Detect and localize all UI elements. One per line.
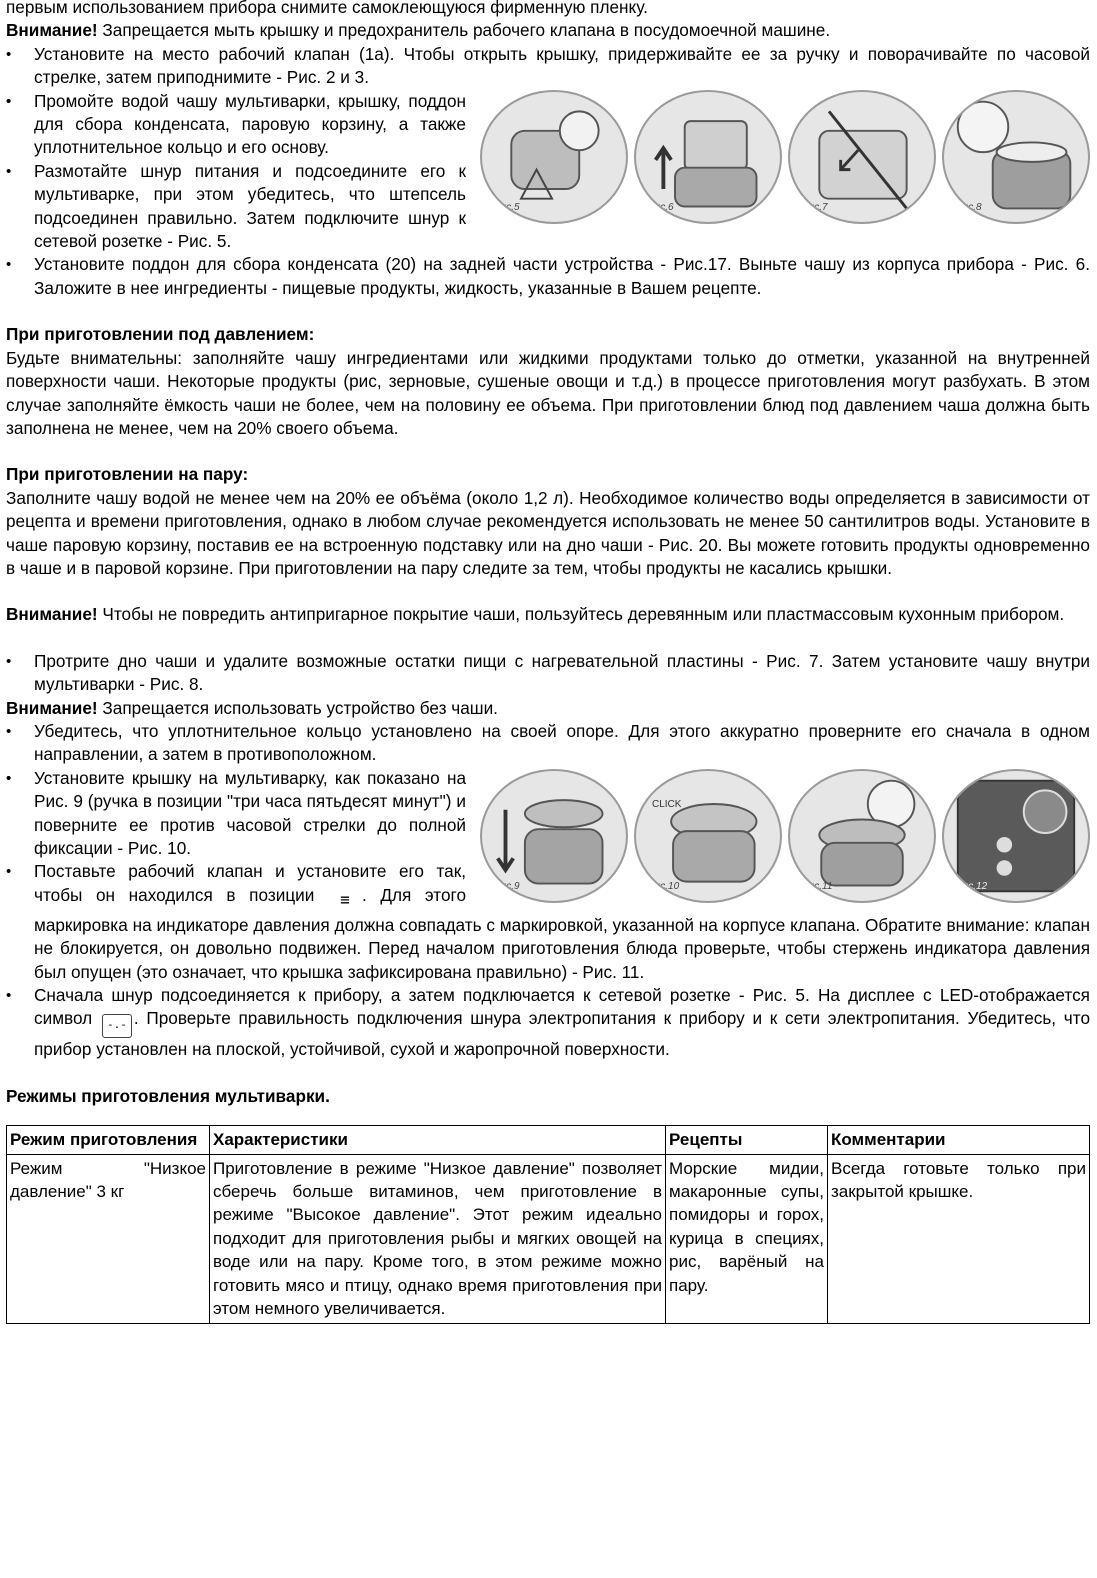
warning-label: Внимание! bbox=[6, 20, 98, 41]
table-row bbox=[7, 1154, 1090, 1323]
warning-no-bowl bbox=[6, 697, 1090, 720]
heading-modes: Режимы приготовления мультиварки. bbox=[6, 1085, 330, 1106]
led-text-pre: Сначала шнур подсоединяется к прибору, а затем подключается к сетевой розетке - Рис. 5. На дисплее с LED-отображается символ bbox=[34, 985, 1090, 1029]
list-item-wash: • Промойте водой чашу мультиварки, крышку, поддон для сбора конденсата, паровую корзину, а также уплотнительное кольцо и его основу. bbox=[6, 90, 466, 158]
list-item-wipe: • Протрите дно чаши и удалите возможные остатки пищи с нагревательной пластины - Рис. 7. Затем установите чашу внутри мультиварки - Рис. 8. bbox=[6, 650, 1090, 697]
warning-text: Запрещается мыть крышку и предохранитель рабочего клапана в посудомоечной машине. bbox=[97, 20, 831, 41]
table-cell: Всегда готовьте только при закрытой крышке. bbox=[828, 1154, 1090, 1323]
figure-11-caption: Рис.11 bbox=[802, 881, 833, 893]
table-cell: Режим "Низкое давление" 3 кг bbox=[7, 1154, 210, 1323]
document-page bbox=[6, 0, 1090, 1324]
list-item-valve-position: • Поставьте рабочий клапан и установите его так, чтобы он находился в позиции ≡ . Для этого маркировка на индикаторе давления должна совпадать с маркировкой, указанной на корпусе клапана. Обратите внимание: клапан не блокируется, он довольно подвижен. Перед началом приготовления блюда проверьте, чтобы стержень индикатора давления был опущен (это означает, что крышка зафиксирована правильно) - Рис. 11. bbox=[6, 861, 1090, 982]
valve-text-pre: Поставьте рабочий клапан и установите его так, чтобы он находился в позиции bbox=[34, 861, 466, 905]
bullet-list-setup bbox=[6, 43, 1090, 300]
table-header: Режим приготовления bbox=[7, 1126, 210, 1154]
list-item-cord: • Размотайте шнур питания и подсоедините его к мультиварке, при этом убедитесь, что штепсель подсоединен правильно. Затем подключите шнур к сетевой розетке - Рис. 5. bbox=[6, 160, 466, 252]
led-text-post: . Проверьте правильность подключения шнура электропитания к прибору и к сети электропитания. Убедитесь, что прибор установлен на плоской, устойчивой, сухой и жаропрочной поверхности. bbox=[34, 1008, 1090, 1060]
list-item-cord-text: Размотайте шнур питания и подсоедините его к мультиварке, при этом убедитесь, что штепсель подсоединен правильно. Затем подключите шнур к сетевой розетке - Рис. 5. bbox=[34, 160, 466, 252]
list-item-wash-text: Промойте водой чашу мультиварки, крышку, поддон для сбора конденсата, паровую корзину, а также уплотнительное кольцо и его основу. bbox=[34, 90, 466, 158]
bullet-list-bowl bbox=[6, 650, 1090, 697]
warning-text: Запрещается использовать устройство без чаши. bbox=[97, 697, 498, 718]
list-item-with-figures bbox=[6, 90, 1090, 254]
table-header: Характеристики bbox=[210, 1126, 666, 1154]
warning-label: Внимание! bbox=[6, 697, 98, 718]
table-cell: Приготовление в режиме "Низкое давление" позволяет сберечь больше витаминов, чем приготовление в режиме "Высокое давление". Этот режим идеально подходит для приготовления рыбы и мягких овощей на воде или на пару. Кроме того, в этом режиме можно готовить мясо и птицу, однако время приготовления при этом немного увеличивается. bbox=[210, 1154, 666, 1323]
table-header: Рецепты bbox=[666, 1126, 828, 1154]
list-item-install-lid-text: Установите крышку на мультиварку, как показано на Рис. 9 (ручка в позиции "три часа пятьдесят минут") и поверните ее против часовой стрелки до полной фиксации - Рис. 10. bbox=[34, 767, 466, 858]
list-item-with-figures-2 bbox=[6, 767, 1090, 984]
figure-10-caption: Рис.10 bbox=[648, 881, 680, 893]
heading-pressure: При приготовлении под давлением: bbox=[6, 324, 315, 345]
list-item-seal-ring: • Убедитесь, что уплотнительное кольцо установлено на своей опоре. Для этого аккуратно проверните его сначала в одном направлении, а затем в противоположном. bbox=[6, 720, 1090, 767]
figure-9-caption: • Рис.9 bbox=[494, 881, 520, 893]
warning-text: Чтобы не повредить антипригарное покрытие чаши, пользуйтесь деревянным или пластмассовым кухонным прибором. bbox=[97, 604, 1065, 625]
list-item-valve-lid: • Установите на место рабочий клапан (1а). Чтобы открыть крышку, придерживайте ее за ручку и поворачивайте по часовой стрелке, затем приподнимите - Рис. 2 и 3. bbox=[6, 43, 1090, 90]
list-item-led bbox=[6, 984, 1090, 1062]
figure-12-caption: Рис.12 bbox=[956, 881, 988, 893]
valve-text-post: . Для этого маркировка на индикаторе давления должна совпадать с маркировкой, указанной на корпусе клапана. Обратите внимание: клапан не блокируется, он довольно подвижен. Перед началом приготовления блюда проверьте, чтобы стержень индикатора давления был опущен (это означает, что крышка зафиксирована правильно) - Рис. 11. bbox=[34, 884, 1090, 982]
list-item-install-lid: • Установите крышку на мультиварку, как показано на Рис. 9 (ручка в позиции "три часа пятьдесят минут") и поверните ее против часовой стрелки до полной фиксации - Рис. 10. bbox=[6, 767, 466, 858]
pressure-text: Будьте внимательны: заполняйте чашу ингредиентами или жидкими продуктами только до отметки, указанной на внутренней поверхности чаши. Некоторые продукты (рис, зерновые, сушеные овощи и т.д.) в процессе приготовления могут разбухать. В этом случае заполняйте ёмкость чаши не более, чем на половину ее объема. При приготовлении блюд под давлением чаша должна быть заполнена не менее, чем на 20% своего объема. bbox=[6, 347, 1090, 438]
warning-dishwasher bbox=[6, 19, 1090, 42]
table-cell: Морские мидии, макаронные супы, помидоры и горох, курица в специях, рис, варёный на пару. bbox=[666, 1154, 828, 1323]
table-header-row bbox=[7, 1126, 1090, 1154]
figure-7-caption: Рис.7 bbox=[802, 202, 828, 214]
heading-steam: При приготовлении на пару: bbox=[6, 464, 249, 485]
steam-text: Заполните чашу водой не менее чем на 20% ее объёма (около 1,2 л). Необходимое количество воды определяется в зависимости от рецепта и времени приготовления, однако в любом случае рекомендуется использовать не менее 50 сантилитров воды. Установите в чаше паровую корзину, поставив ее на встроенную подставку или на дно чаши - Рис. 20. Вы можете готовить продукты одновременно в чаше и в паровой корзине. При приготовлении на пару следите за тем, чтобы продукты не касались крышки. bbox=[6, 487, 1090, 578]
figure-5-caption: • Рис.5 bbox=[494, 202, 520, 214]
list-item-condensate: • Установите поддон для сбора конденсата (20) на задней части устройства - Рис.17. Выньте чашу из корпуса прибора - Рис. 6. Заложите в нее ингредиенты - пищевые продукты, жидкость, указанные в Вашем рецепте. bbox=[6, 253, 1090, 300]
modes-table bbox=[6, 1125, 1090, 1323]
bullet-list-lid bbox=[6, 720, 1090, 1062]
led-symbol-icon: -.- bbox=[102, 1014, 132, 1038]
warning-coating bbox=[6, 603, 1090, 626]
warning-label: Внимание! bbox=[6, 604, 98, 625]
figure-6-caption: Рис.6 bbox=[648, 202, 674, 214]
valve-position-icon: ≡ bbox=[340, 889, 350, 909]
figure-8-caption: Рис.8 bbox=[956, 202, 982, 214]
table-header: Комментарии bbox=[828, 1126, 1090, 1154]
intro-line: первым использованием прибора снимите самоклеющуюся фирменную пленку. bbox=[6, 0, 648, 17]
figure-10-click-label: CLICK bbox=[652, 798, 682, 810]
